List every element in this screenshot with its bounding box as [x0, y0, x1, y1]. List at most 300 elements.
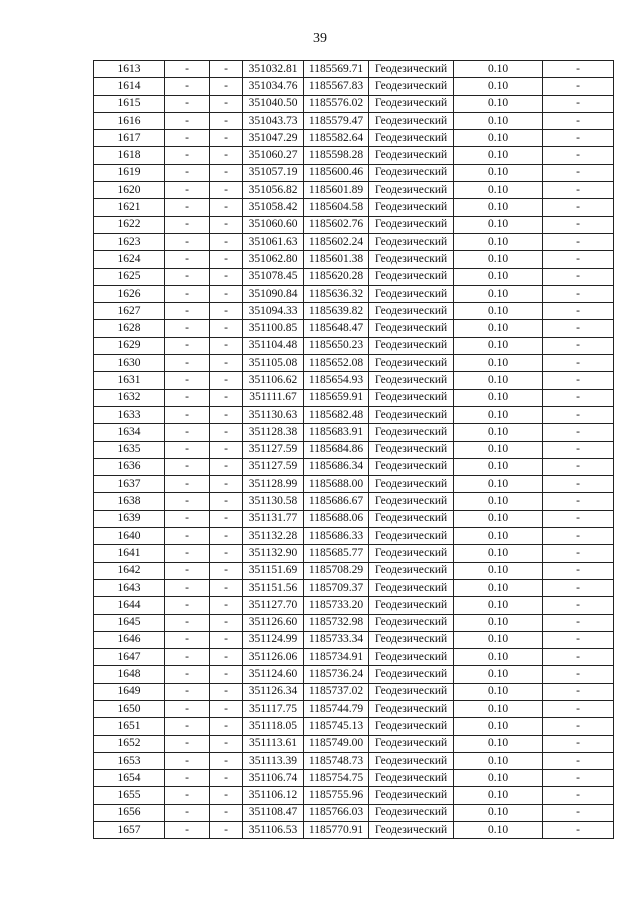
method-cell: Геодезический [369, 355, 454, 372]
dash-cell: - [543, 303, 614, 320]
error-cell: 0.10 [454, 752, 543, 769]
y-coordinate-cell: 1185766.03 [304, 804, 369, 821]
table-row [94, 804, 614, 821]
table-row [94, 458, 614, 475]
y-coordinate-cell: 1185602.76 [304, 216, 369, 233]
point-number-cell: 1618 [94, 147, 165, 164]
point-number-cell: 1657 [94, 822, 165, 839]
error-cell: 0.10 [454, 683, 543, 700]
x-coordinate-cell: 351128.99 [243, 476, 304, 493]
point-number-cell: 1636 [94, 458, 165, 475]
x-coordinate-cell: 351034.76 [243, 78, 304, 95]
point-number-cell: 1615 [94, 95, 165, 112]
x-coordinate-cell: 351128.38 [243, 424, 304, 441]
y-coordinate-cell: 1185745.13 [304, 718, 369, 735]
dash-cell: - [543, 164, 614, 181]
method-cell: Геодезический [369, 441, 454, 458]
x-coordinate-cell: 351057.19 [243, 164, 304, 181]
x-coordinate-cell: 351113.39 [243, 752, 304, 769]
dash-cell: - [210, 95, 243, 112]
y-coordinate-cell: 1185748.73 [304, 752, 369, 769]
method-cell: Геодезический [369, 285, 454, 302]
dash-cell: - [165, 251, 210, 268]
method-cell: Геодезический [369, 458, 454, 475]
dash-cell: - [210, 735, 243, 752]
dash-cell: - [210, 424, 243, 441]
method-cell: Геодезический [369, 61, 454, 78]
error-cell: 0.10 [454, 251, 543, 268]
point-number-cell: 1621 [94, 199, 165, 216]
dash-cell: - [165, 597, 210, 614]
table-row [94, 666, 614, 683]
method-cell: Геодезический [369, 804, 454, 821]
dash-cell: - [543, 424, 614, 441]
dash-cell: - [543, 251, 614, 268]
dash-cell: - [165, 355, 210, 372]
table-row [94, 251, 614, 268]
error-cell: 0.10 [454, 770, 543, 787]
point-number-cell: 1619 [94, 164, 165, 181]
point-number-cell: 1655 [94, 787, 165, 804]
method-cell: Геодезический [369, 528, 454, 545]
error-cell: 0.10 [454, 597, 543, 614]
error-cell: 0.10 [454, 303, 543, 320]
dash-cell: - [165, 458, 210, 475]
x-coordinate-cell: 351078.45 [243, 268, 304, 285]
method-cell: Геодезический [369, 199, 454, 216]
dash-cell: - [165, 337, 210, 354]
error-cell: 0.10 [454, 476, 543, 493]
dash-cell: - [210, 268, 243, 285]
error-cell: 0.10 [454, 493, 543, 510]
y-coordinate-cell: 1185567.83 [304, 78, 369, 95]
dash-cell: - [165, 545, 210, 562]
error-cell: 0.10 [454, 285, 543, 302]
y-coordinate-cell: 1185620.28 [304, 268, 369, 285]
dash-cell: - [543, 216, 614, 233]
dash-cell: - [210, 182, 243, 199]
coordinates-table [93, 60, 614, 839]
dash-cell: - [210, 164, 243, 181]
method-cell: Геодезический [369, 268, 454, 285]
table-row [94, 614, 614, 631]
table-row [94, 372, 614, 389]
dash-cell: - [543, 337, 614, 354]
dash-cell: - [165, 579, 210, 596]
dash-cell: - [165, 700, 210, 717]
y-coordinate-cell: 1185604.58 [304, 199, 369, 216]
dash-cell: - [543, 441, 614, 458]
dash-cell: - [543, 752, 614, 769]
method-cell: Геодезический [369, 182, 454, 199]
dash-cell: - [165, 718, 210, 735]
dash-cell: - [165, 770, 210, 787]
error-cell: 0.10 [454, 579, 543, 596]
x-coordinate-cell: 351132.90 [243, 545, 304, 562]
error-cell: 0.10 [454, 441, 543, 458]
table-row [94, 355, 614, 372]
dash-cell: - [165, 268, 210, 285]
y-coordinate-cell: 1185684.86 [304, 441, 369, 458]
point-number-cell: 1652 [94, 735, 165, 752]
x-coordinate-cell: 351040.50 [243, 95, 304, 112]
method-cell: Геодезический [369, 579, 454, 596]
y-coordinate-cell: 1185683.91 [304, 424, 369, 441]
dash-cell: - [543, 510, 614, 527]
method-cell: Геодезический [369, 787, 454, 804]
point-number-cell: 1642 [94, 562, 165, 579]
dash-cell: - [543, 528, 614, 545]
method-cell: Геодезический [369, 700, 454, 717]
error-cell: 0.10 [454, 649, 543, 666]
method-cell: Геодезический [369, 770, 454, 787]
method-cell: Геодезический [369, 251, 454, 268]
method-cell: Геодезический [369, 631, 454, 648]
dash-cell: - [165, 285, 210, 302]
y-coordinate-cell: 1185744.79 [304, 700, 369, 717]
x-coordinate-cell: 351130.63 [243, 406, 304, 423]
method-cell: Геодезический [369, 303, 454, 320]
point-number-cell: 1614 [94, 78, 165, 95]
page-number: 39 [313, 31, 327, 46]
dash-cell: - [165, 476, 210, 493]
dash-cell: - [543, 804, 614, 821]
dash-cell: - [543, 666, 614, 683]
x-coordinate-cell: 351106.74 [243, 770, 304, 787]
x-coordinate-cell: 351126.06 [243, 649, 304, 666]
point-number-cell: 1641 [94, 545, 165, 562]
table-row [94, 770, 614, 787]
point-number-cell: 1645 [94, 614, 165, 631]
x-coordinate-cell: 351058.42 [243, 199, 304, 216]
table-row [94, 718, 614, 735]
dash-cell: - [543, 199, 614, 216]
dash-cell: - [543, 233, 614, 250]
method-cell: Геодезический [369, 78, 454, 95]
error-cell: 0.10 [454, 320, 543, 337]
error-cell: 0.10 [454, 562, 543, 579]
point-number-cell: 1628 [94, 320, 165, 337]
x-coordinate-cell: 351094.33 [243, 303, 304, 320]
x-coordinate-cell: 351106.12 [243, 787, 304, 804]
method-cell: Геодезический [369, 406, 454, 423]
method-cell: Геодезический [369, 112, 454, 129]
y-coordinate-cell: 1185708.29 [304, 562, 369, 579]
table-row [94, 233, 614, 250]
dash-cell: - [543, 822, 614, 839]
error-cell: 0.10 [454, 614, 543, 631]
dash-cell: - [210, 822, 243, 839]
method-cell: Геодезический [369, 164, 454, 181]
dash-cell: - [165, 787, 210, 804]
y-coordinate-cell: 1185659.91 [304, 389, 369, 406]
method-cell: Геодезический [369, 562, 454, 579]
dash-cell: - [165, 320, 210, 337]
error-cell: 0.10 [454, 130, 543, 147]
dash-cell: - [165, 164, 210, 181]
dash-cell: - [543, 406, 614, 423]
dash-cell: - [165, 233, 210, 250]
y-coordinate-cell: 1185686.34 [304, 458, 369, 475]
method-cell: Геодезический [369, 233, 454, 250]
dash-cell: - [210, 441, 243, 458]
dash-cell: - [543, 579, 614, 596]
y-coordinate-cell: 1185598.28 [304, 147, 369, 164]
table-row [94, 545, 614, 562]
method-cell: Геодезический [369, 372, 454, 389]
dash-cell: - [165, 510, 210, 527]
dash-cell: - [165, 822, 210, 839]
table-row [94, 476, 614, 493]
dash-cell: - [210, 355, 243, 372]
y-coordinate-cell: 1185770.91 [304, 822, 369, 839]
dash-cell: - [210, 562, 243, 579]
point-number-cell: 1633 [94, 406, 165, 423]
method-cell: Геодезический [369, 545, 454, 562]
dash-cell: - [210, 579, 243, 596]
dash-cell: - [543, 95, 614, 112]
y-coordinate-cell: 1185755.96 [304, 787, 369, 804]
method-cell: Геодезический [369, 614, 454, 631]
dash-cell: - [210, 147, 243, 164]
table-row [94, 112, 614, 129]
method-cell: Геодезический [369, 666, 454, 683]
y-coordinate-cell: 1185582.64 [304, 130, 369, 147]
dash-cell: - [210, 770, 243, 787]
point-number-cell: 1638 [94, 493, 165, 510]
method-cell: Геодезический [369, 424, 454, 441]
dash-cell: - [165, 406, 210, 423]
point-number-cell: 1649 [94, 683, 165, 700]
dash-cell: - [543, 320, 614, 337]
y-coordinate-cell: 1185652.08 [304, 355, 369, 372]
point-number-cell: 1620 [94, 182, 165, 199]
table-row [94, 528, 614, 545]
point-number-cell: 1648 [94, 666, 165, 683]
error-cell: 0.10 [454, 95, 543, 112]
dash-cell: - [210, 510, 243, 527]
dash-cell: - [210, 389, 243, 406]
y-coordinate-cell: 1185648.47 [304, 320, 369, 337]
method-cell: Геодезический [369, 822, 454, 839]
x-coordinate-cell: 351131.77 [243, 510, 304, 527]
error-cell: 0.10 [454, 406, 543, 423]
dash-cell: - [210, 649, 243, 666]
y-coordinate-cell: 1185685.77 [304, 545, 369, 562]
error-cell: 0.10 [454, 424, 543, 441]
error-cell: 0.10 [454, 735, 543, 752]
dash-cell: - [210, 752, 243, 769]
x-coordinate-cell: 351117.75 [243, 700, 304, 717]
y-coordinate-cell: 1185737.02 [304, 683, 369, 700]
point-number-cell: 1629 [94, 337, 165, 354]
method-cell: Геодезический [369, 130, 454, 147]
x-coordinate-cell: 351106.62 [243, 372, 304, 389]
error-cell: 0.10 [454, 182, 543, 199]
dash-cell: - [210, 683, 243, 700]
point-number-cell: 1637 [94, 476, 165, 493]
dash-cell: - [210, 285, 243, 302]
table-row [94, 406, 614, 423]
dash-cell: - [543, 458, 614, 475]
x-coordinate-cell: 351061.63 [243, 233, 304, 250]
dash-cell: - [165, 389, 210, 406]
dash-cell: - [543, 649, 614, 666]
dash-cell: - [165, 493, 210, 510]
x-coordinate-cell: 351130.58 [243, 493, 304, 510]
method-cell: Геодезический [369, 493, 454, 510]
dash-cell: - [165, 424, 210, 441]
error-cell: 0.10 [454, 112, 543, 129]
y-coordinate-cell: 1185688.00 [304, 476, 369, 493]
y-coordinate-cell: 1185686.33 [304, 528, 369, 545]
x-coordinate-cell: 351126.60 [243, 614, 304, 631]
x-coordinate-cell: 351127.59 [243, 441, 304, 458]
y-coordinate-cell: 1185601.38 [304, 251, 369, 268]
x-coordinate-cell: 351118.05 [243, 718, 304, 735]
y-coordinate-cell: 1185682.48 [304, 406, 369, 423]
dash-cell: - [210, 251, 243, 268]
point-number-cell: 1634 [94, 424, 165, 441]
y-coordinate-cell: 1185734.91 [304, 649, 369, 666]
error-cell: 0.10 [454, 372, 543, 389]
dash-cell: - [543, 285, 614, 302]
table-row [94, 822, 614, 839]
dash-cell: - [210, 787, 243, 804]
error-cell: 0.10 [454, 631, 543, 648]
dash-cell: - [210, 718, 243, 735]
dash-cell: - [210, 320, 243, 337]
table-row [94, 510, 614, 527]
error-cell: 0.10 [454, 804, 543, 821]
x-coordinate-cell: 351056.82 [243, 182, 304, 199]
table-row [94, 216, 614, 233]
table-row [94, 424, 614, 441]
dash-cell: - [543, 78, 614, 95]
x-coordinate-cell: 351105.08 [243, 355, 304, 372]
y-coordinate-cell: 1185654.93 [304, 372, 369, 389]
y-coordinate-cell: 1185709.37 [304, 579, 369, 596]
point-number-cell: 1632 [94, 389, 165, 406]
method-cell: Геодезический [369, 337, 454, 354]
dash-cell: - [165, 95, 210, 112]
dash-cell: - [210, 216, 243, 233]
table-row [94, 735, 614, 752]
y-coordinate-cell: 1185686.67 [304, 493, 369, 510]
dash-cell: - [165, 61, 210, 78]
error-cell: 0.10 [454, 510, 543, 527]
dash-cell: - [543, 476, 614, 493]
x-coordinate-cell: 351151.56 [243, 579, 304, 596]
dash-cell: - [210, 804, 243, 821]
error-cell: 0.10 [454, 78, 543, 95]
dash-cell: - [543, 614, 614, 631]
dash-cell: - [210, 700, 243, 717]
error-cell: 0.10 [454, 268, 543, 285]
dash-cell: - [210, 545, 243, 562]
error-cell: 0.10 [454, 61, 543, 78]
error-cell: 0.10 [454, 822, 543, 839]
dash-cell: - [543, 562, 614, 579]
x-coordinate-cell: 351151.69 [243, 562, 304, 579]
dash-cell: - [165, 182, 210, 199]
table-row [94, 579, 614, 596]
table-row [94, 649, 614, 666]
dash-cell: - [210, 406, 243, 423]
table-row [94, 78, 614, 95]
y-coordinate-cell: 1185600.46 [304, 164, 369, 181]
x-coordinate-cell: 351060.60 [243, 216, 304, 233]
dash-cell: - [210, 597, 243, 614]
dash-cell: - [543, 268, 614, 285]
point-number-cell: 1622 [94, 216, 165, 233]
table-row [94, 268, 614, 285]
dash-cell: - [543, 735, 614, 752]
point-number-cell: 1646 [94, 631, 165, 648]
dash-cell: - [543, 718, 614, 735]
method-cell: Геодезический [369, 597, 454, 614]
dash-cell: - [165, 372, 210, 389]
table-row [94, 787, 614, 804]
error-cell: 0.10 [454, 700, 543, 717]
dash-cell: - [165, 112, 210, 129]
dash-cell: - [210, 112, 243, 129]
point-number-cell: 1653 [94, 752, 165, 769]
table-row [94, 320, 614, 337]
x-coordinate-cell: 351060.27 [243, 147, 304, 164]
y-coordinate-cell: 1185733.20 [304, 597, 369, 614]
table-body [94, 61, 614, 839]
x-coordinate-cell: 351106.53 [243, 822, 304, 839]
table-row [94, 199, 614, 216]
point-number-cell: 1616 [94, 112, 165, 129]
point-number-cell: 1624 [94, 251, 165, 268]
y-coordinate-cell: 1185732.98 [304, 614, 369, 631]
dash-cell: - [165, 528, 210, 545]
method-cell: Геодезический [369, 95, 454, 112]
x-coordinate-cell: 351062.80 [243, 251, 304, 268]
method-cell: Геодезический [369, 476, 454, 493]
method-cell: Геодезический [369, 735, 454, 752]
point-number-cell: 1613 [94, 61, 165, 78]
y-coordinate-cell: 1185733.34 [304, 631, 369, 648]
table-row [94, 752, 614, 769]
dash-cell: - [543, 112, 614, 129]
point-number-cell: 1651 [94, 718, 165, 735]
dash-cell: - [165, 649, 210, 666]
point-number-cell: 1656 [94, 804, 165, 821]
dash-cell: - [165, 735, 210, 752]
error-cell: 0.10 [454, 389, 543, 406]
table-row [94, 597, 614, 614]
method-cell: Геодезический [369, 389, 454, 406]
error-cell: 0.10 [454, 164, 543, 181]
dash-cell: - [210, 61, 243, 78]
point-number-cell: 1631 [94, 372, 165, 389]
error-cell: 0.10 [454, 458, 543, 475]
dash-cell: - [543, 61, 614, 78]
y-coordinate-cell: 1185688.06 [304, 510, 369, 527]
dash-cell: - [165, 631, 210, 648]
error-cell: 0.10 [454, 337, 543, 354]
y-coordinate-cell: 1185749.00 [304, 735, 369, 752]
point-number-cell: 1635 [94, 441, 165, 458]
error-cell: 0.10 [454, 216, 543, 233]
dash-cell: - [543, 493, 614, 510]
dash-cell: - [165, 562, 210, 579]
x-coordinate-cell: 351032.81 [243, 61, 304, 78]
y-coordinate-cell: 1185650.23 [304, 337, 369, 354]
